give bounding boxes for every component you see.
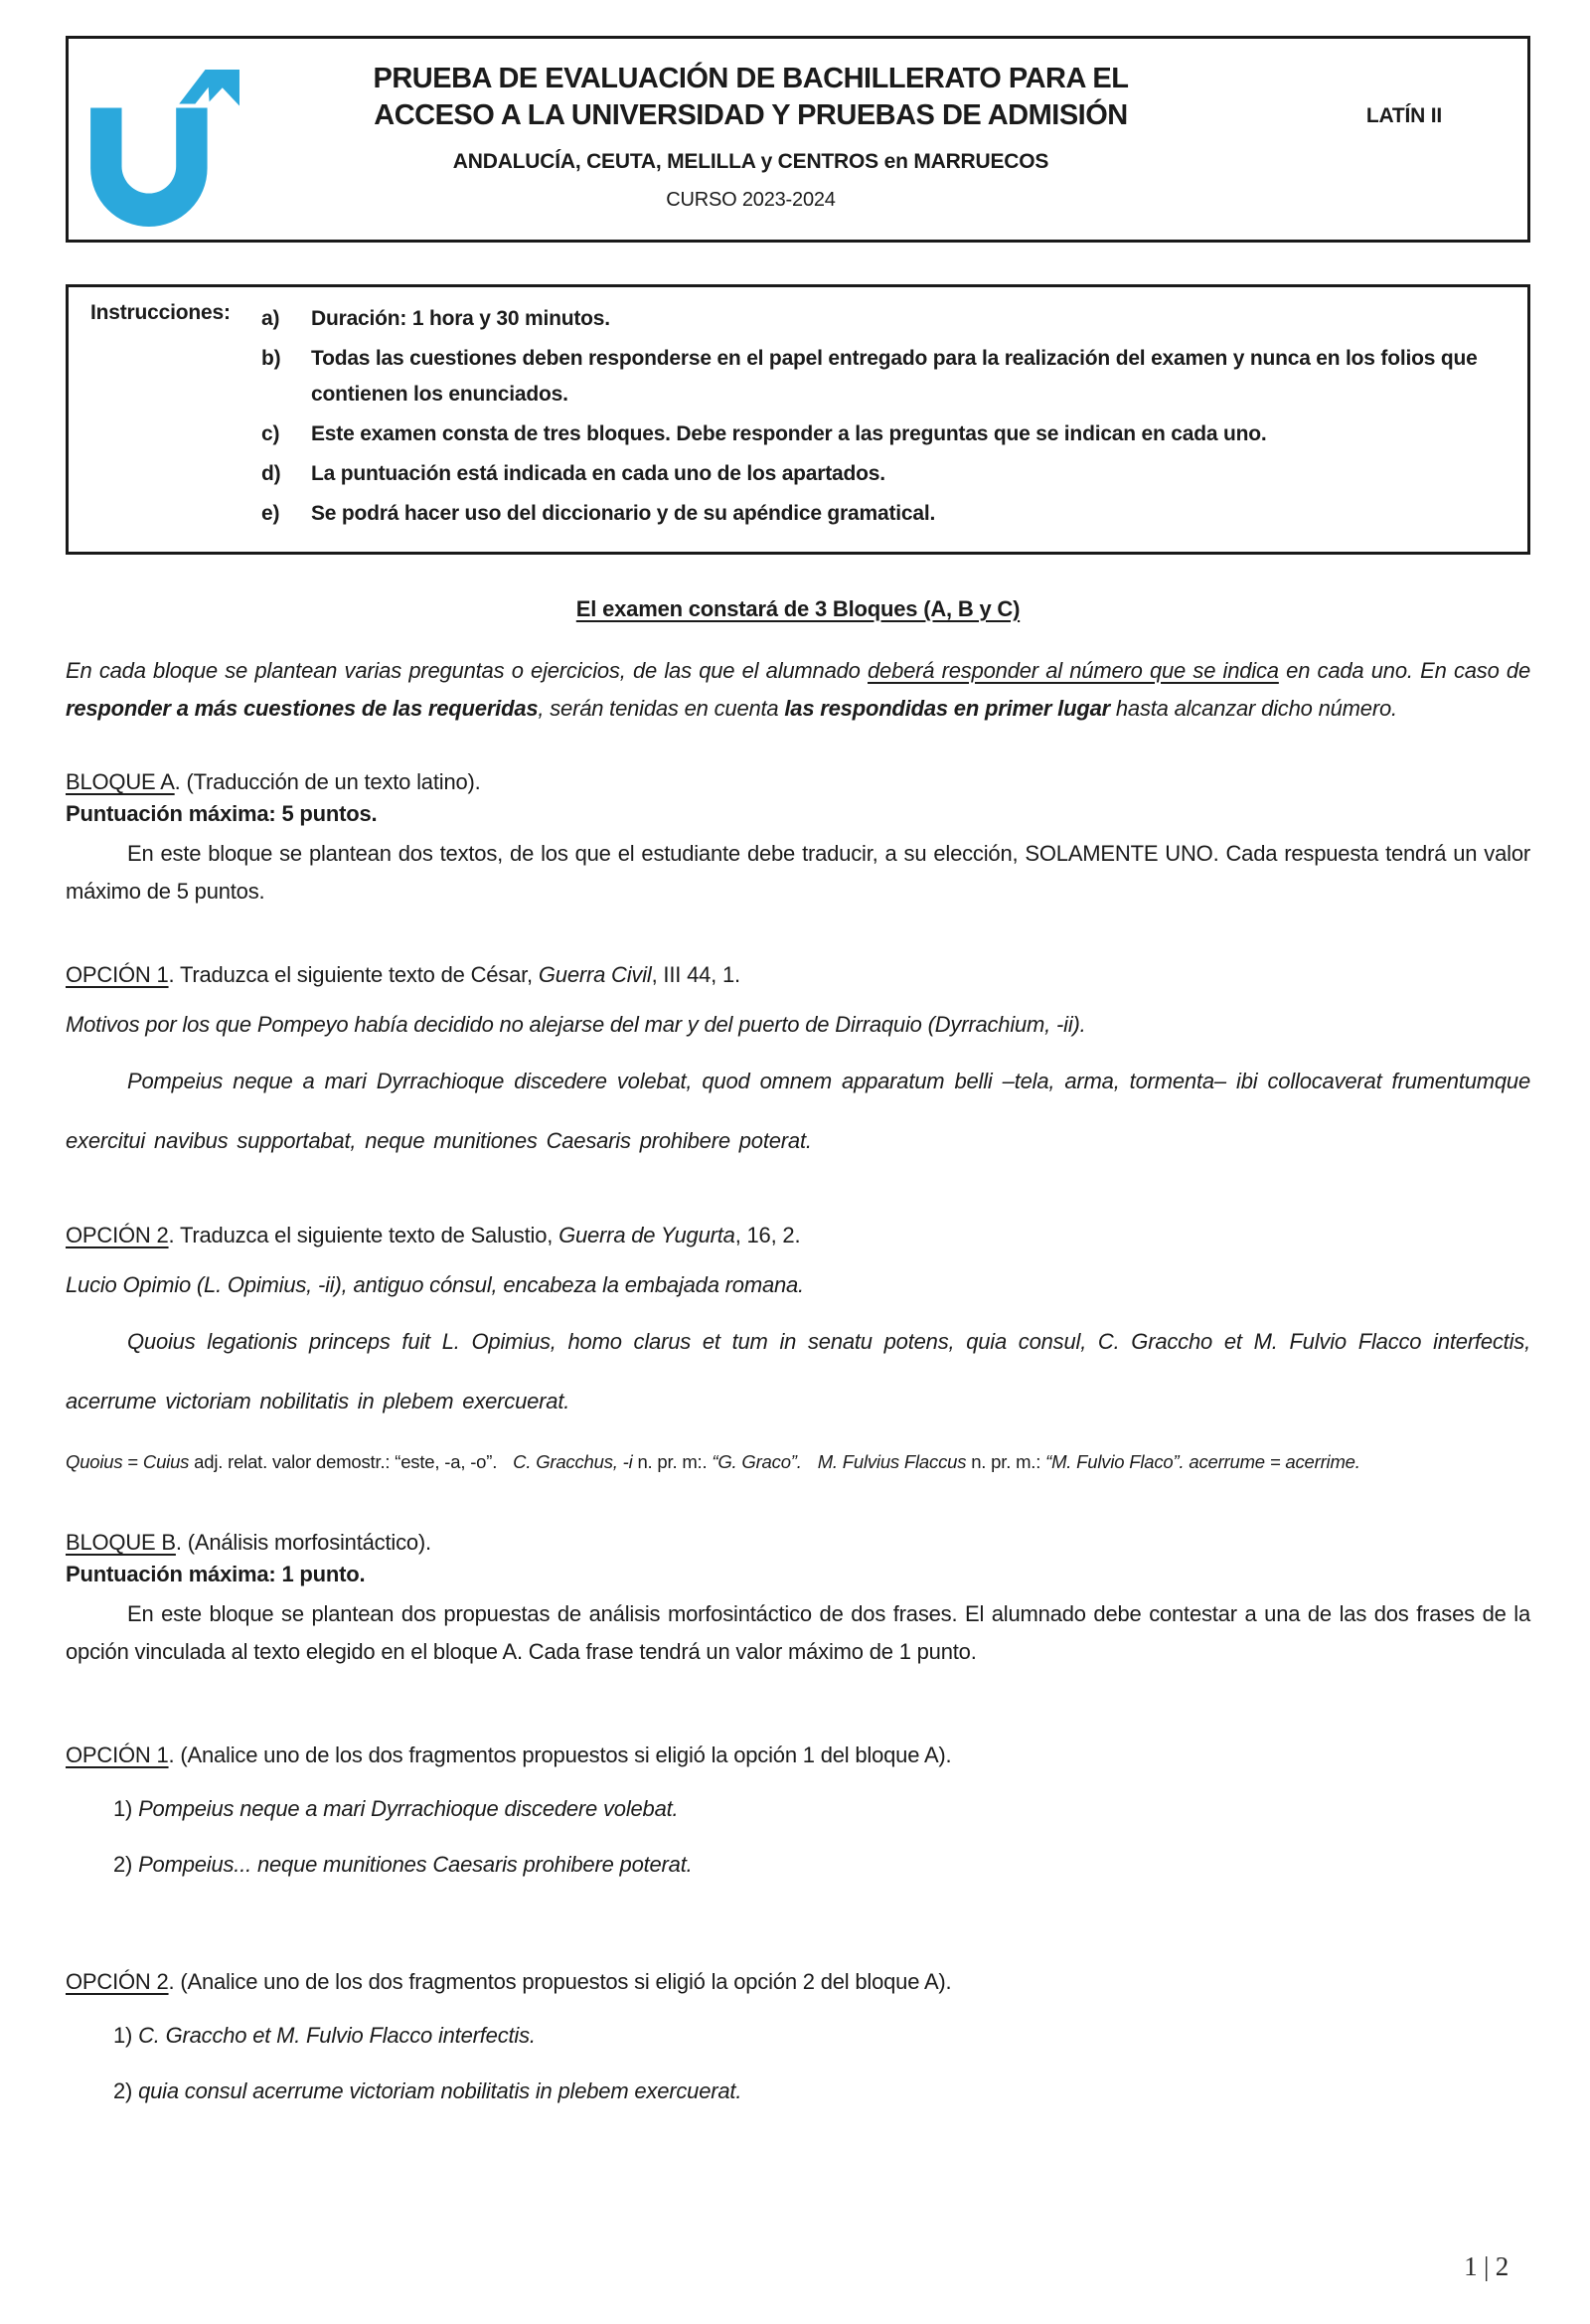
- instruction-letter: d): [261, 462, 281, 485]
- bloque-a-label: BLOQUE A: [66, 769, 175, 794]
- note-gloss: “M. Fulvio Flaco”.: [1045, 1451, 1185, 1472]
- fragment-item: [66, 1796, 1530, 1822]
- fragment-item: [66, 2023, 1530, 2049]
- bloque-b-max-score: [66, 1562, 1530, 1587]
- intro-text: en cada uno. En caso de: [1278, 658, 1530, 683]
- opcion-2-label: OPCIÓN 2: [66, 1223, 169, 1247]
- fragment-number: 2): [113, 1852, 139, 1877]
- intro-paragraph: [66, 652, 1530, 728]
- note-text: adj. relat. valor demostr.: “este, -a, -o”.: [189, 1451, 498, 1472]
- bloque-b-max-period: .: [359, 1562, 366, 1586]
- exam-heading-text: El examen constará de 3 Bloques (A, B y C): [575, 596, 1021, 621]
- note-latin: C. Gracchus, -i: [513, 1451, 633, 1472]
- course-label: CURSO 2023-2024: [666, 189, 836, 211]
- bloque-b-opcion-1-label: OPCIÓN 1: [66, 1743, 169, 1767]
- intro-bold: responder a más cuestiones de las requeridas: [66, 696, 539, 721]
- opcion-2-instruction: . Traduzca el siguiente texto de Salustio,: [168, 1223, 559, 1247]
- subject-label: LATÍN II: [1365, 104, 1442, 127]
- bloque-a-max-score: [66, 801, 1530, 827]
- bloque-b-label: BLOQUE B: [66, 1530, 176, 1555]
- bloque-a-title: [66, 769, 1530, 795]
- opcion-2-latin-text: Quoius legationis princeps fuit L. Opimius, homo clarus et tum in senatu potens, quia consul, C. Graccho et M. Fulvio Flacco interfectis, acerrume victoriam nobilitatis in plebem exercuerat.: [66, 1329, 1530, 1413]
- opcion-2-work-title: Guerra de Yugurta: [558, 1223, 735, 1247]
- opcion-2-vocabulary-notes: [66, 1445, 1530, 1478]
- instruction-item: [261, 301, 1511, 337]
- page-content: [66, 0, 1530, 2134]
- fragment-latin: quia consul acerrume victoriam nobilitatis in plebem exercuerat.: [138, 2078, 742, 2103]
- page-number: 1 | 2: [1464, 2251, 1509, 2281]
- fragment-latin: Pompeius... neque munitiones Caesaris prohibere poterat.: [138, 1852, 693, 1877]
- instruction-text: Se podrá hacer uso del diccionario y de su apéndice gramatical.: [311, 502, 936, 525]
- fragment-item: [66, 1852, 1530, 1878]
- header-subtitle: ANDALUCÍA, CEUTA, MELILLA y CENTROS en MARRUECOS: [452, 150, 1049, 173]
- fragment-number: 1): [113, 1796, 139, 1821]
- instructions-label: Instrucciones:: [90, 301, 231, 324]
- note-latin: Cuius: [142, 1451, 190, 1472]
- bloque-b-body: En este bloque se plantean dos propuestas de análisis morfosintáctico de dos frases. El alumnado debe contestar a una de las dos frases de la opción vinculada al texto elegido en el bloque A. Cada frase tendrá un valor máximo de 1 punto.: [66, 1601, 1530, 1664]
- instruction-text: Duración: 1 hora y 30 minutos.: [311, 307, 610, 330]
- note-gloss: “G. Graco”.: [712, 1451, 802, 1472]
- bloque-b-max-text: Puntuación máxima: 1 punto: [66, 1562, 360, 1586]
- opcion-2-reference: , 16, 2.: [734, 1223, 801, 1247]
- instruction-letter: c): [261, 422, 280, 445]
- bloque-b-opcion-2-label: OPCIÓN 2: [66, 1969, 169, 1994]
- opcion-1-context: Motivos por los que Pompeyo había decidido no alejarse del mar y del puerto de Dirraquio (Dyrrachium, -ii).: [66, 1012, 1086, 1037]
- instructions-box: [66, 284, 1530, 555]
- header-box: [66, 36, 1530, 243]
- instruction-letter: e): [261, 502, 280, 525]
- opcion-1-instruction: . Traduzca el siguiente texto de César,: [168, 962, 539, 987]
- bloque-a-description: . (Traducción de un texto latino).: [174, 769, 481, 794]
- bloque-b-opcion-2-fragments: [66, 2023, 1530, 2104]
- bloque-b-opcion-2-instruction: . (Analice uno de los dos fragmentos propuestos si eligió la opción 2 del bloque A).: [168, 1969, 952, 1994]
- instruction-item: [261, 341, 1511, 413]
- intro-bold: las respondidas en primer lugar: [784, 696, 1110, 721]
- fragment-latin: Pompeius neque a mari Dyrrachioque discedere volebat.: [138, 1796, 679, 1821]
- note-text: =: [122, 1451, 143, 1472]
- logo-arrowhead-icon: [208, 70, 239, 105]
- instruction-letter: a): [261, 307, 280, 330]
- header-title: [272, 61, 1229, 212]
- instruction-item: [261, 496, 1511, 532]
- intro-text: , serán tenidas en cuenta: [538, 696, 785, 721]
- instruction-letter: b): [261, 347, 281, 370]
- instruction-text: Este examen consta de tres bloques. Debe responder a las preguntas que se indican en cada uno.: [311, 422, 1267, 445]
- university-logo: [80, 61, 241, 236]
- opcion-2-heading: [66, 1223, 1530, 1248]
- exam-heading: [66, 596, 1530, 622]
- instruction-text: La puntuación está indicada en cada uno de los apartados.: [311, 462, 885, 485]
- opcion-1-work-title: Guerra Civil: [538, 962, 652, 987]
- bloque-b-title: [66, 1530, 1530, 1556]
- bloque-b-opcion-1-instruction: . (Analice uno de los dos fragmentos propuestos si eligió la opción 1 del bloque A).: [168, 1743, 952, 1767]
- note-latin: M. Fulvius Flaccus: [817, 1451, 967, 1472]
- note-latin: Quoius: [66, 1451, 123, 1472]
- fragment-latin: C. Graccho et M. Fulvio Flacco interfectis.: [138, 2023, 536, 2048]
- opcion-1-heading: [66, 962, 1530, 988]
- note-text: n. pr. m.:: [966, 1451, 1046, 1472]
- opcion-1-reference: , III 44, 1.: [651, 962, 740, 987]
- opcion-1-latin-text: Pompeius neque a mari Dyrrachioque discedere volebat, quod omnem apparatum belli –tela, arma, tormenta– ibi collocaverat frumentumque exercitui navibus supportabat, neque munitiones Caesaris prohibere poterat.: [66, 1069, 1530, 1153]
- intro-underlined: deberá responder al número que se indica: [868, 658, 1279, 683]
- bloque-a-max-text: Puntuación máxima: 5 puntos: [66, 801, 372, 826]
- instruction-item: [261, 416, 1511, 452]
- bloque-a-max-period: .: [371, 801, 378, 826]
- logo-u-icon: [90, 108, 207, 227]
- bloque-b-description: . (Análisis morfosintáctico).: [175, 1530, 431, 1555]
- bloque-b-opcion-1-heading: [66, 1743, 1530, 1768]
- intro-text: hasta alcanzar dicho número.: [1109, 696, 1397, 721]
- instruction-text: Todas las cuestiones deben responderse en el papel entregado para la realización del examen y nunca en los folios que contienen los enunciados.: [311, 347, 1478, 406]
- note-text: n. pr. m:.: [632, 1451, 713, 1472]
- bloque-a-body: En este bloque se plantean dos textos, de los que el estudiante debe traducir, a su elección, SOLAMENTE UNO. Cada respuesta tendrá un valor máximo de 5 puntos.: [66, 841, 1530, 904]
- bloque-b-opcion-2-heading: [66, 1969, 1530, 1995]
- fragment-item: [66, 2078, 1530, 2104]
- fragment-number: 1): [113, 2023, 139, 2048]
- opcion-2-context: Lucio Opimio (L. Opimius, -ii), antiguo cónsul, encabeza la embajada romana.: [66, 1272, 804, 1297]
- instruction-item: [261, 456, 1511, 492]
- title-line-1: PRUEBA DE EVALUACIÓN DE BACHILLERATO PARA EL: [373, 63, 1129, 94]
- opcion-1-label: OPCIÓN 1: [66, 962, 169, 987]
- instructions-list: [261, 301, 1511, 536]
- note-latin: acerrume = acerrime.: [1189, 1451, 1360, 1472]
- fragment-number: 2): [113, 2078, 139, 2103]
- intro-text: En cada bloque se plantean varias preguntas o ejercicios, de las que el alumnado: [66, 658, 869, 683]
- title-line-2: ACCESO A LA UNIVERSIDAD Y PRUEBAS DE ADMISIÓN: [374, 99, 1128, 131]
- bloque-b-opcion-1-fragments: [66, 1796, 1530, 1878]
